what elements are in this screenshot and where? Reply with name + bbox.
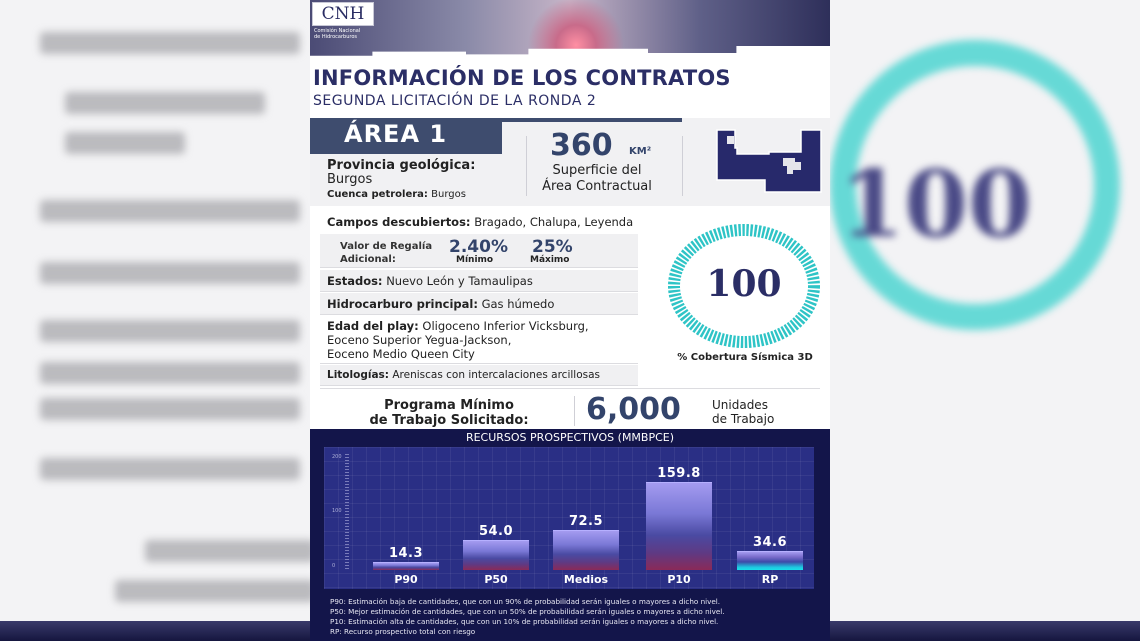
bar-medios	[553, 530, 619, 570]
superficie-label: Superficie del Área Contractual	[542, 163, 652, 194]
contract-area-map-icon	[713, 126, 825, 196]
bar-p50	[463, 540, 529, 570]
x-axis-label: RP	[761, 573, 779, 586]
programa-minimo-value: 6,000	[586, 392, 681, 427]
page-subtitle: SEGUNDA LICITACIÓN DE LA RONDA 2	[313, 93, 597, 109]
regalia-label: Valor de Regalía Adicional:	[340, 241, 433, 265]
x-axis-label: P50	[484, 573, 508, 586]
contract-infographic	[310, 0, 830, 641]
blurred-left-panel	[0, 0, 310, 641]
bar-p90	[373, 562, 439, 570]
x-axis-label: P10	[667, 573, 691, 586]
litologias-row: Litologías: Areniscas con intercalaciones arcillosas	[320, 365, 638, 386]
blurred-right-panel: 100	[830, 0, 1140, 641]
regalia-min-label: Mínimo	[456, 255, 494, 265]
provincia-value: Burgos	[327, 172, 373, 187]
area-title: ÁREA 1	[344, 120, 448, 148]
page-title: INFORMACIÓN DE LOS CONTRATOS	[313, 66, 731, 90]
prospective-resources-chart	[310, 429, 830, 641]
bar-value-label: 159.8	[657, 466, 701, 482]
regalia-max-label: Máximo	[530, 255, 570, 265]
bar-p10	[646, 482, 712, 570]
hidrocarburo-row: Hidrocarburo principal: Gas húmedo	[320, 293, 638, 315]
campos-descubiertos: Campos descubiertos: Bragado, Chalupa, Leyenda	[327, 215, 634, 229]
x-axis-label: P90	[394, 573, 418, 586]
cuenca-petrolera: Cuenca petrolera: Burgos	[327, 189, 466, 200]
seismic-coverage-value: 100	[706, 263, 782, 305]
provincia-label: Provincia geológica:	[327, 158, 476, 173]
chart-plot-area	[324, 447, 814, 589]
bar-value-label: 54.0	[478, 524, 514, 540]
programa-minimo-label: Programa Mínimo de Trabajo Solicitado:	[369, 398, 529, 428]
y-axis: 200 100 0	[332, 452, 352, 572]
superficie-unit: KM²	[629, 146, 652, 157]
bar-value-label: 72.5	[568, 514, 604, 530]
header-banner	[310, 0, 830, 60]
superficie-value: 360	[550, 128, 613, 163]
bar-value-label: 34.6	[752, 534, 788, 550]
cnh-logo: CNH Comisión Nacional de Hidrocarburos	[312, 2, 374, 40]
chart-title: RECURSOS PROSPECTIVOS (MMBPCE)	[465, 431, 675, 444]
chart-notes: P90: Estimación baja de cantidades, que con un 90% de probabilidad serán iguales o mayores a dicho nivel. P50: Mejor estimación de cantidades, que con un 50% de probabilidad serán iguales o mayores a dicho nivel. P10: Estimación alta de cantidades, que con un 10% de probabilidad serán iguales o mayores a dicho nivel. RP: Recurso prospectivo total con riesgo	[330, 597, 725, 636]
x-axis-label: Medios	[563, 573, 609, 586]
bar-rp	[737, 551, 803, 570]
edad-play-row: Edad del play: Oligoceno Inferior Vicksburg, Eoceno Superior Yegua-Jackson, Eoceno Medio Queen City	[320, 316, 638, 364]
programa-minimo-unit: Unidades de Trabajo	[712, 398, 775, 426]
seismic-coverage-label: % Cobertura Sísmica 3D	[677, 352, 813, 363]
bar-value-label: 14.3	[388, 546, 424, 562]
regalia-min-value: 2.40%	[449, 237, 508, 257]
estados-row: Estados: Nuevo León y Tamaulipas	[320, 270, 638, 292]
regalia-max-value: 25%	[532, 237, 573, 257]
